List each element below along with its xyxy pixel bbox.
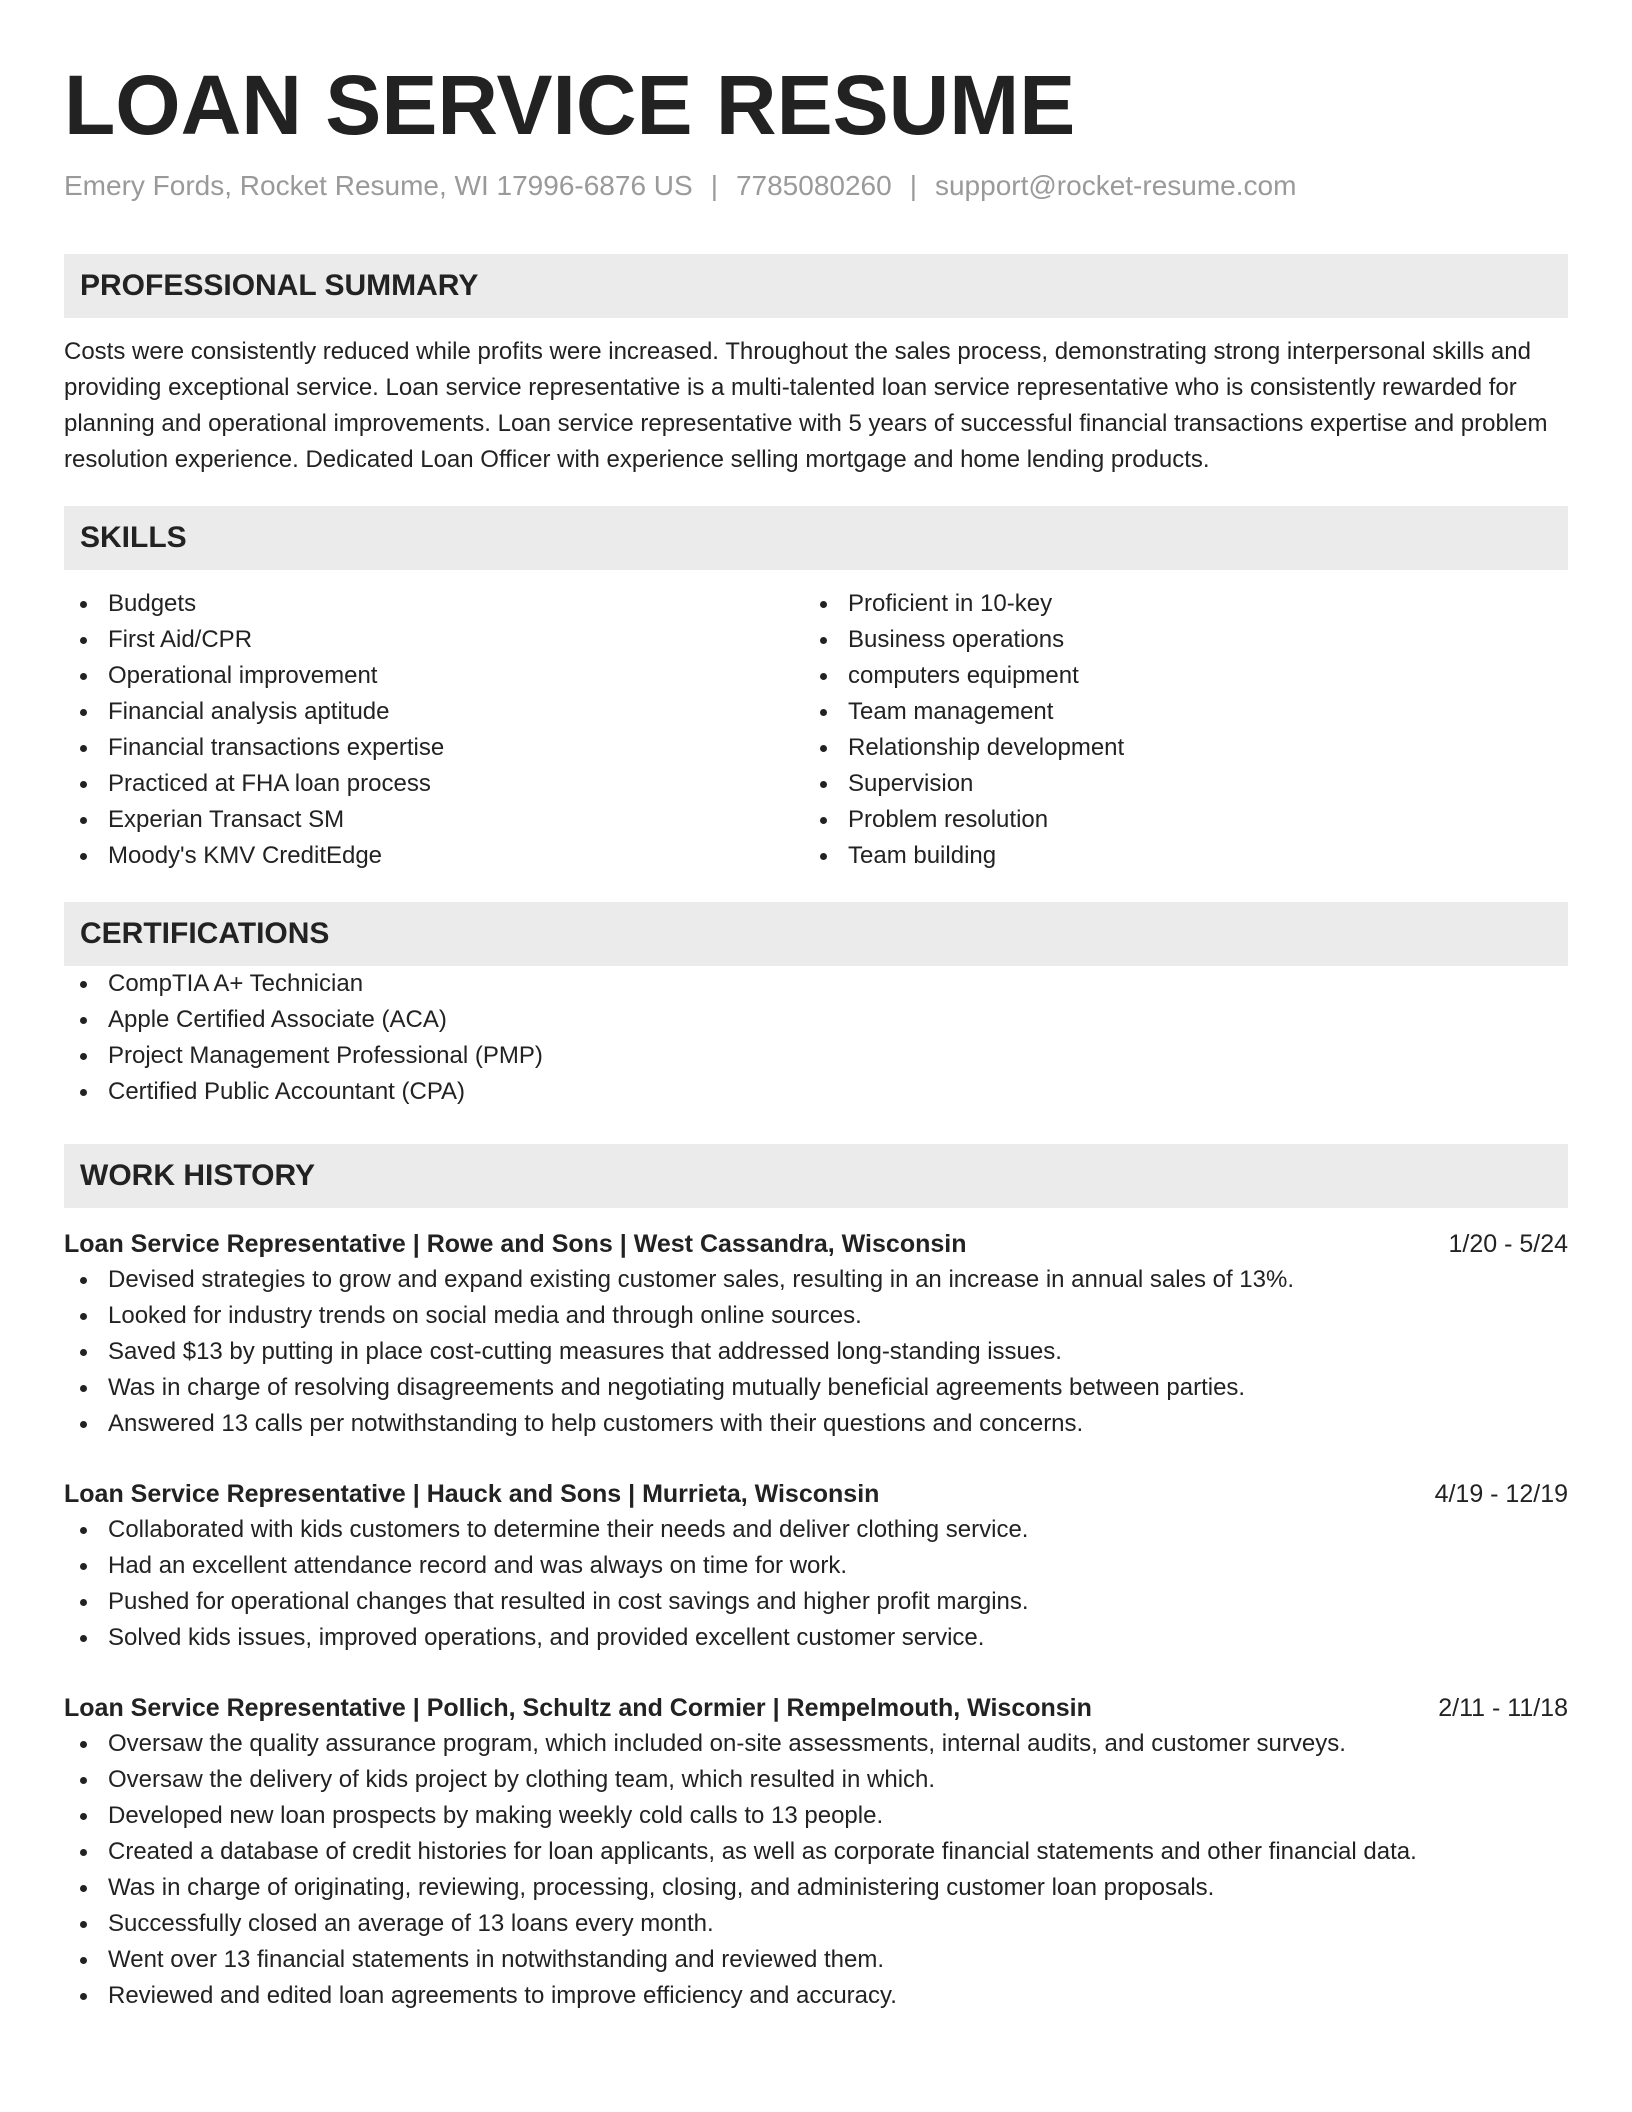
certifications-list (64, 966, 1568, 1110)
job-dates: 4/19 - 12/19 (1434, 1480, 1568, 1509)
summary-text: Costs were consistently reduced while profits were increased. Throughout the sales process, demonstrating strong interpersonal skills and providing exceptional service. Loan service representative is a multi-talented loan service representative who is consistently rewarded for planning and operational improvements. Loan service representative with 5 years of successful financial transactions expertise and problem resolution experience. Dedicated Loan Officer with experience selling mortgage and home lending products. (64, 338, 1548, 474)
skills-heading: SKILLS (64, 506, 1568, 570)
work-history-heading: WORK HISTORY (64, 1144, 1568, 1208)
skill-item: Practiced at FHA loan process (64, 766, 804, 802)
job-title: Loan Service Representative | Hauck and Sons | Murrieta, Wisconsin (64, 1480, 880, 1509)
job-header (64, 1690, 1568, 1726)
certification-item: CompTIA A+ Technician (64, 966, 1568, 1002)
job-bullet: Looked for industry trends on social media and through online sources. (64, 1298, 1568, 1334)
job-dates: 1/20 - 5/24 (1448, 1230, 1568, 1259)
certification-item: Project Management Professional (PMP) (64, 1038, 1568, 1074)
skill-item: Operational improvement (64, 658, 804, 694)
skill-item: Financial transactions expertise (64, 730, 804, 766)
job-bullet: Created a database of credit histories for loan applicants, as well as corporate financial statements and other financial data. (64, 1834, 1568, 1870)
skills-grid (64, 586, 1568, 874)
contact-email: support@rocket-resume.com (934, 169, 1297, 201)
job-bullet: Saved $13 by putting in place cost-cutting measures that addressed long-standing issues. (64, 1334, 1568, 1370)
skill-item: Proficient in 10-key (804, 586, 1544, 622)
job-bullet: Oversaw the delivery of kids project by clothing team, which resulted in which. (64, 1762, 1568, 1798)
job-bullet: Was in charge of originating, reviewing, processing, closing, and administering customer loan proposals. (64, 1870, 1568, 1906)
job-title: Loan Service Representative | Rowe and Sons | West Cassandra, Wisconsin (64, 1230, 967, 1259)
skills-list-right (804, 586, 1544, 874)
resume-title: LOAN SERVICE RESUME (64, 58, 1076, 152)
job-bullet: Reviewed and edited loan agreements to improve efficiency and accuracy. (64, 1978, 1568, 2014)
job-bullet: Pushed for operational changes that resulted in cost savings and higher profit margins. (64, 1584, 1568, 1620)
job-bullets (64, 1512, 1568, 1656)
job-entry (64, 1226, 1568, 1442)
job-bullet: Answered 13 calls per notwithstanding to help customers with their questions and concerns. (64, 1406, 1568, 1442)
contact-phone: 7785080260 (735, 169, 892, 201)
skill-item: Business operations (804, 622, 1544, 658)
job-bullet: Had an excellent attendance record and was always on time for work. (64, 1548, 1568, 1584)
skill-item: Relationship development (804, 730, 1544, 766)
skill-item: computers equipment (804, 658, 1544, 694)
job-bullet: Devised strategies to grow and expand existing customer sales, resulting in an increase in annual sales of 13%. (64, 1262, 1568, 1298)
job-bullet: Developed new loan prospects by making weekly cold calls to 13 people. (64, 1798, 1568, 1834)
skill-item: Budgets (64, 586, 804, 622)
skill-item: Supervision (804, 766, 1544, 802)
job-bullet: Solved kids issues, improved operations, and provided excellent customer service. (64, 1620, 1568, 1656)
skill-item: Team building (804, 838, 1544, 874)
summary-heading: PROFESSIONAL SUMMARY (64, 254, 1568, 318)
certifications-heading: CERTIFICATIONS (64, 902, 1568, 966)
job-header (64, 1476, 1568, 1512)
contact-separator: | (909, 169, 917, 201)
job-header (64, 1226, 1568, 1262)
contact-separator: | (710, 169, 718, 201)
job-bullet: Successfully closed an average of 13 loans every month. (64, 1906, 1568, 1942)
skill-item: First Aid/CPR (64, 622, 804, 658)
certification-item: Apple Certified Associate (ACA) (64, 1002, 1568, 1038)
skill-item: Problem resolution (804, 802, 1544, 838)
job-dates: 2/11 - 11/18 (1438, 1694, 1568, 1723)
skills-list-left (64, 586, 804, 874)
contact-address: Emery Fords, Rocket Resume, WI 17996-6876 US (64, 169, 693, 201)
job-title: Loan Service Representative | Pollich, Schultz and Cormier | Rempelmouth, Wisconsin (64, 1694, 1092, 1723)
job-bullet: Collaborated with kids customers to determine their needs and deliver clothing service. (64, 1512, 1568, 1548)
skill-item: Experian Transact SM (64, 802, 804, 838)
job-bullet: Was in charge of resolving disagreements and negotiating mutually beneficial agreements between parties. (64, 1370, 1568, 1406)
job-entry (64, 1690, 1568, 2014)
job-bullets (64, 1262, 1568, 1442)
job-bullet: Oversaw the quality assurance program, which included on-site assessments, internal audits, and customer surveys. (64, 1726, 1568, 1762)
job-bullet: Went over 13 financial statements in notwithstanding and reviewed them. (64, 1942, 1568, 1978)
contact-line (64, 168, 1568, 204)
skill-item: Team management (804, 694, 1544, 730)
skill-item: Moody's KMV CreditEdge (64, 838, 804, 874)
job-entry (64, 1476, 1568, 1656)
job-bullets (64, 1726, 1568, 2014)
certification-item: Certified Public Accountant (CPA) (64, 1074, 1568, 1110)
skill-item: Financial analysis aptitude (64, 694, 804, 730)
